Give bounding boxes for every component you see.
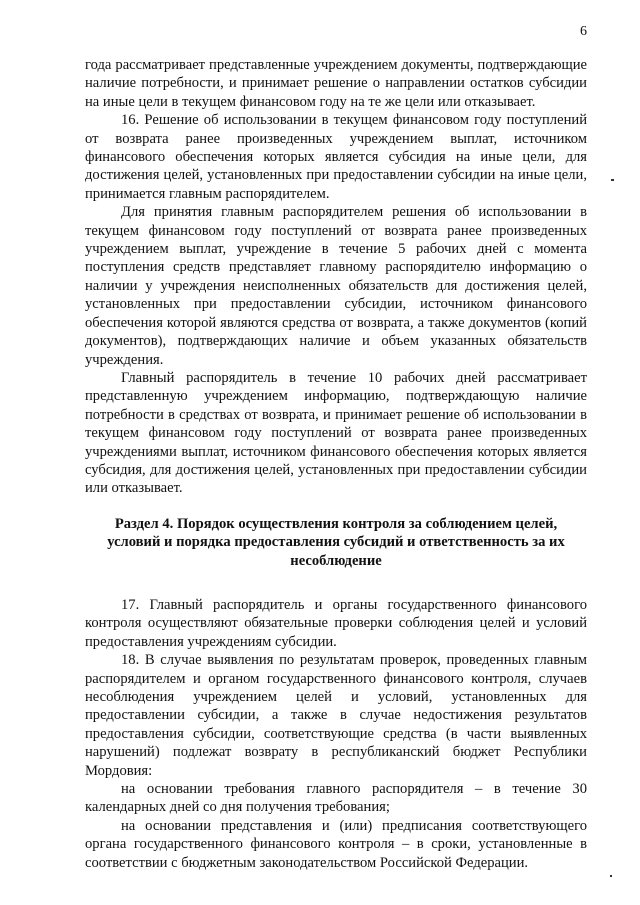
paragraph-review-decision: Главный распорядитель в течение 10 рабочих дней рассматривает представленную учреждением информацию, подтверждающую наличие потребности в средствах от возврата, и принимает решение об использовании в текущем финансовом году поступлений от возврата ранее произведенных учреждениями выплат, источником финансового обеспечения которых является субсидия, для достижения целей, установленных при предоставлении субсидии или отказывает. (85, 369, 587, 497)
scan-speck (611, 179, 614, 181)
paragraph-requirement-term: на основании требования главного распорядителя – в течение 30 календарных дней со дня получения требования; (85, 781, 587, 816)
page-number: 6 (580, 24, 587, 39)
section-heading-line-1: Раздел 4. Порядок осуществления контроля за соблюдением целей, (114, 515, 558, 532)
document-body (85, 56, 587, 872)
paragraph-return-info: Для принятия главным распорядителем решения об использовании в текущем финансовом году поступлений от возврата ранее произведенных учреждением выплат, учреждение в течение 5 рабочих дней с момента поступления средств представляет главному распорядителю информацию о наличии у учреждения неисполненных обязательств для достижения целей, установленных при предоставлении субсидии, источником финансового обеспечения которой являются средства от возврата, а также документов (копий документов), подтверждающих наличие и объем указанных обязательств учреждения. (85, 204, 587, 368)
paragraph-18: 18. В случае выявления по результатам проверок, проведенных главным распорядителем и органом государственного финансового контроля, случаев несоблюдения учреждением целей и условий, установленных для предоставлении субсидии, а также в случае недостижения результатов предоставления субсидии, соответствующие средства (в части выявленных нарушений) подлежат возврату в республиканский бюджет Республики Мордовия: (85, 652, 587, 779)
paragraph-17: 17. Главный распорядитель и органы государственного финансового контроля осуществляют обязательные проверки соблюдения целей и условий предоставления учреждениям субсидии. (85, 596, 587, 650)
section-4-heading (85, 515, 587, 570)
paragraph-continuation: года рассматривает представленные учреждением документы, подтверждающие наличие потребности, и принимает решение о направлении остатков субсидии на иные цели в текущем финансовом году на те же цели или отказывает. (85, 57, 587, 110)
paragraph-prescription-term: на основании представления и (или) предписания соответствующего органа государственного финансового контроля – в сроки, установленные в соответствии с бюджетным законодательством Российской Федерации. (85, 817, 587, 871)
scan-speck (610, 875, 612, 877)
section-heading-line-2: условий и порядка предоставления субсидий и ответственность за их (107, 534, 565, 551)
paragraph-16: 16. Решение об использовании в текущем финансовом году поступлений от возврата ранее произведенных учреждением выплат, источником финансового обеспечения которых является субсидия на иные цели, для достижения целей, установленных при предоставлении субсидии на иные цели, принимается главным распорядителем. (85, 112, 587, 202)
section-heading-line-3: несоблюдение (290, 552, 382, 569)
